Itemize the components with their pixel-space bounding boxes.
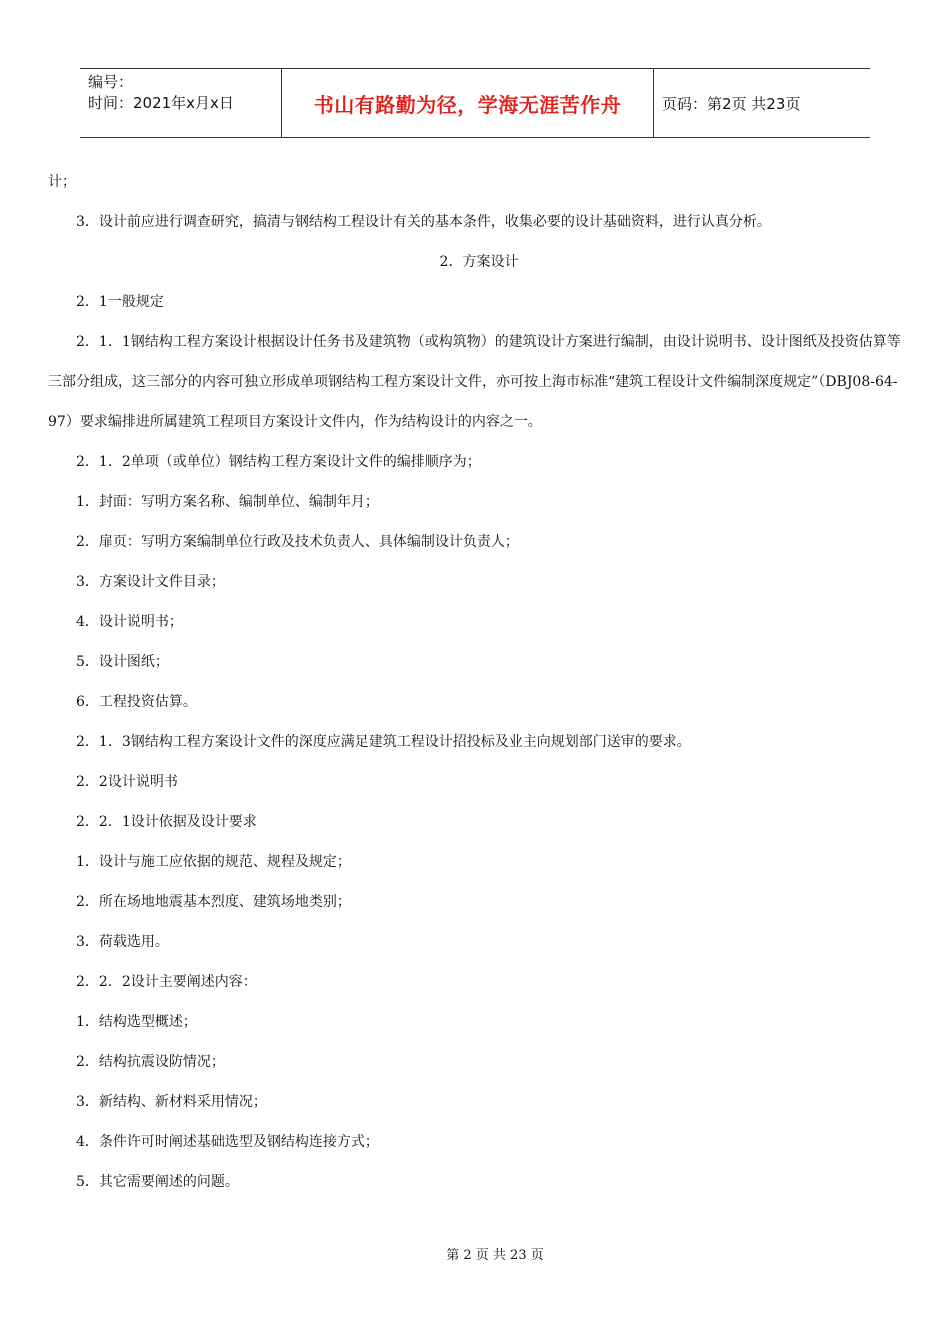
list-item: 5．其它需要阐述的问题。: [76, 1174, 239, 1190]
subsection-heading: 2．1一般规定: [76, 294, 164, 310]
list-item: 5．设计图纸；: [76, 654, 169, 670]
paragraph: 2．1．2单项（或单位）钢结构工程方案设计文件的编排顺序为；: [76, 454, 481, 470]
list-item: 3．荷载选用。: [76, 934, 169, 950]
document-number-label: 编号：: [88, 73, 134, 91]
list-item: 2．所在场地地震基本烈度、建筑场地类别；: [76, 894, 351, 910]
subsection-heading: 2．2设计说明书: [76, 774, 178, 790]
list-item: 3．新结构、新材料采用情况；: [76, 1094, 267, 1110]
header-meta: [80, 69, 281, 137]
paragraph: 2．1．1钢结构工程方案设计根据设计任务书及建筑物（或构筑物）的建筑设计方案进行编制，由设计说明书、设计图纸及投资估算等三部分组成，这三部分的内容可独立形成单项钢结构工程方案设计文件，亦可按上海市标准“建筑工程设计文件编制深度规定”（DBJ08-64-97）要求编排进所属建筑工程项目方案设计文件内，作为结构设计的内容之一。: [48, 334, 901, 430]
document-body: [48, 162, 910, 1202]
section-heading: 2．方案设计: [439, 254, 519, 270]
page-header: [80, 68, 870, 138]
page-footer: 第 2 页 共 23 页: [446, 1248, 544, 1263]
list-item: 1．封面：写明方案名称、编制单位、编制年月；: [76, 494, 379, 510]
subsection-heading: 2．2．1设计依据及设计要求: [76, 814, 257, 830]
list-item: 1．设计与施工应依据的规范、规程及规定；: [76, 854, 351, 870]
document-time-label: 时间：2021年x月x日: [88, 94, 234, 112]
list-item: 1．结构选型概述；: [76, 1014, 197, 1030]
paragraph: 3．设计前应进行调查研究，搞清与钢结构工程设计有关的基本条件，收集必要的设计基础资料，进行认真分析。: [76, 214, 771, 230]
list-item: 2．结构抗震设防情况；: [76, 1054, 225, 1070]
list-item: 4．条件许可时阐述基础选型及钢结构连接方式；: [76, 1134, 379, 1150]
list-item: 2．扉页：写明方案编制单位行政及技术负责人、具体编制设计负责人；: [76, 534, 519, 550]
paragraph: 2．1．3钢结构工程方案设计文件的深度应满足建筑工程设计招投标及业主向规划部门送审的要求。: [76, 734, 691, 750]
list-item: 3．方案设计文件目录；: [76, 574, 225, 590]
paragraph-continuation: 计；: [48, 174, 76, 190]
list-item: 6．工程投资估算。: [76, 694, 197, 710]
subsection-heading: 2．2．2设计主要阐述内容：: [76, 974, 257, 990]
list-item: 4．设计说明书；: [76, 614, 183, 630]
header-page-info: 页码：第2页 共23页: [662, 94, 801, 113]
header-motto: 书山有路勤为径，学海无涯苦作舟: [281, 69, 654, 137]
